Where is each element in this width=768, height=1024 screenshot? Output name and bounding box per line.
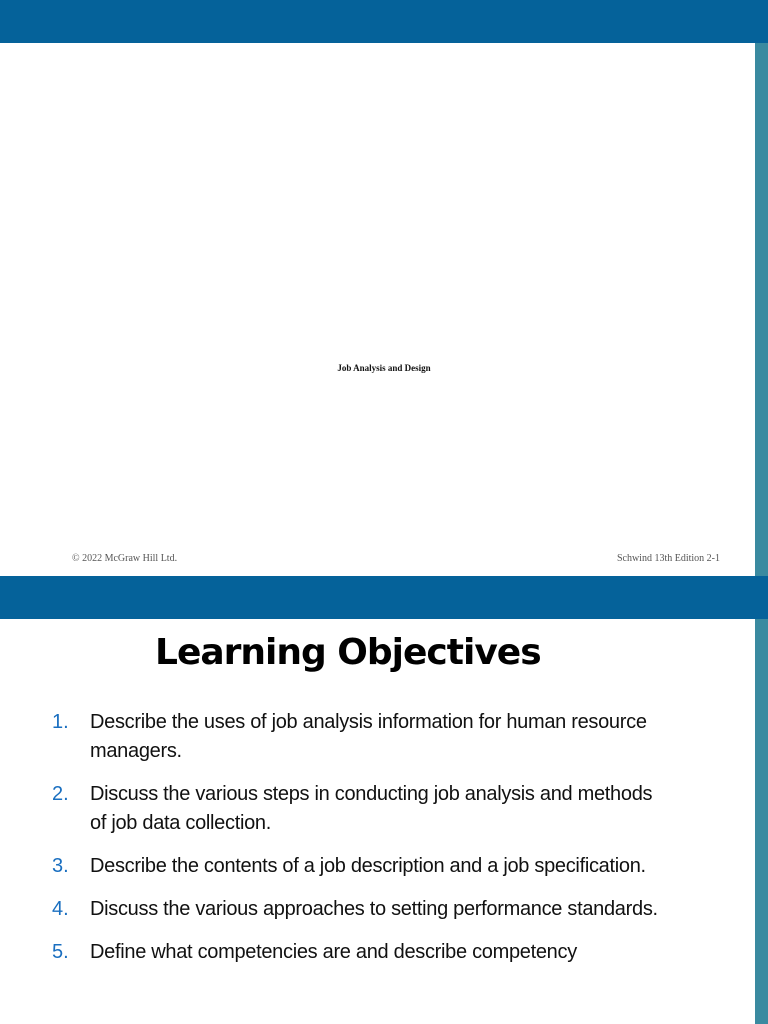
list-item — [52, 938, 672, 967]
list-item-number: 1. — [52, 711, 69, 733]
slide-title: Job Analysis and Design — [337, 363, 431, 373]
list-item — [52, 708, 672, 766]
list-item-number: 2. — [52, 783, 69, 805]
list-item-text: Describe the contents of a job description and a job specification. — [90, 855, 646, 877]
side-band — [755, 619, 768, 1024]
list-item-number: 5. — [52, 941, 69, 963]
list-item-text: Describe the uses of job analysis information for human resource managers. — [90, 711, 647, 762]
list-item-text: Discuss the various steps in conducting job analysis and methods of job data collection. — [90, 783, 653, 834]
edition-footer: Schwind 13th Edition 2-1 — [616, 553, 720, 564]
list-item-text: Define what competencies are and describe competency — [90, 941, 577, 963]
list-item — [52, 780, 672, 838]
copyright-footer: © 2022 McGraw Hill Ltd. — [72, 553, 178, 564]
list-item-number: 4. — [52, 898, 69, 920]
slide-2 — [0, 576, 768, 1024]
page-title: Learning Objectives — [155, 632, 541, 673]
objectives-list — [52, 708, 672, 981]
list-item — [52, 852, 672, 881]
list-item-text: Discuss the various approaches to setting performance standards. — [90, 898, 658, 920]
header-band — [0, 0, 768, 43]
header-band — [0, 576, 768, 619]
side-band — [755, 43, 768, 576]
list-item — [52, 895, 672, 924]
list-item-number: 3. — [52, 855, 69, 877]
